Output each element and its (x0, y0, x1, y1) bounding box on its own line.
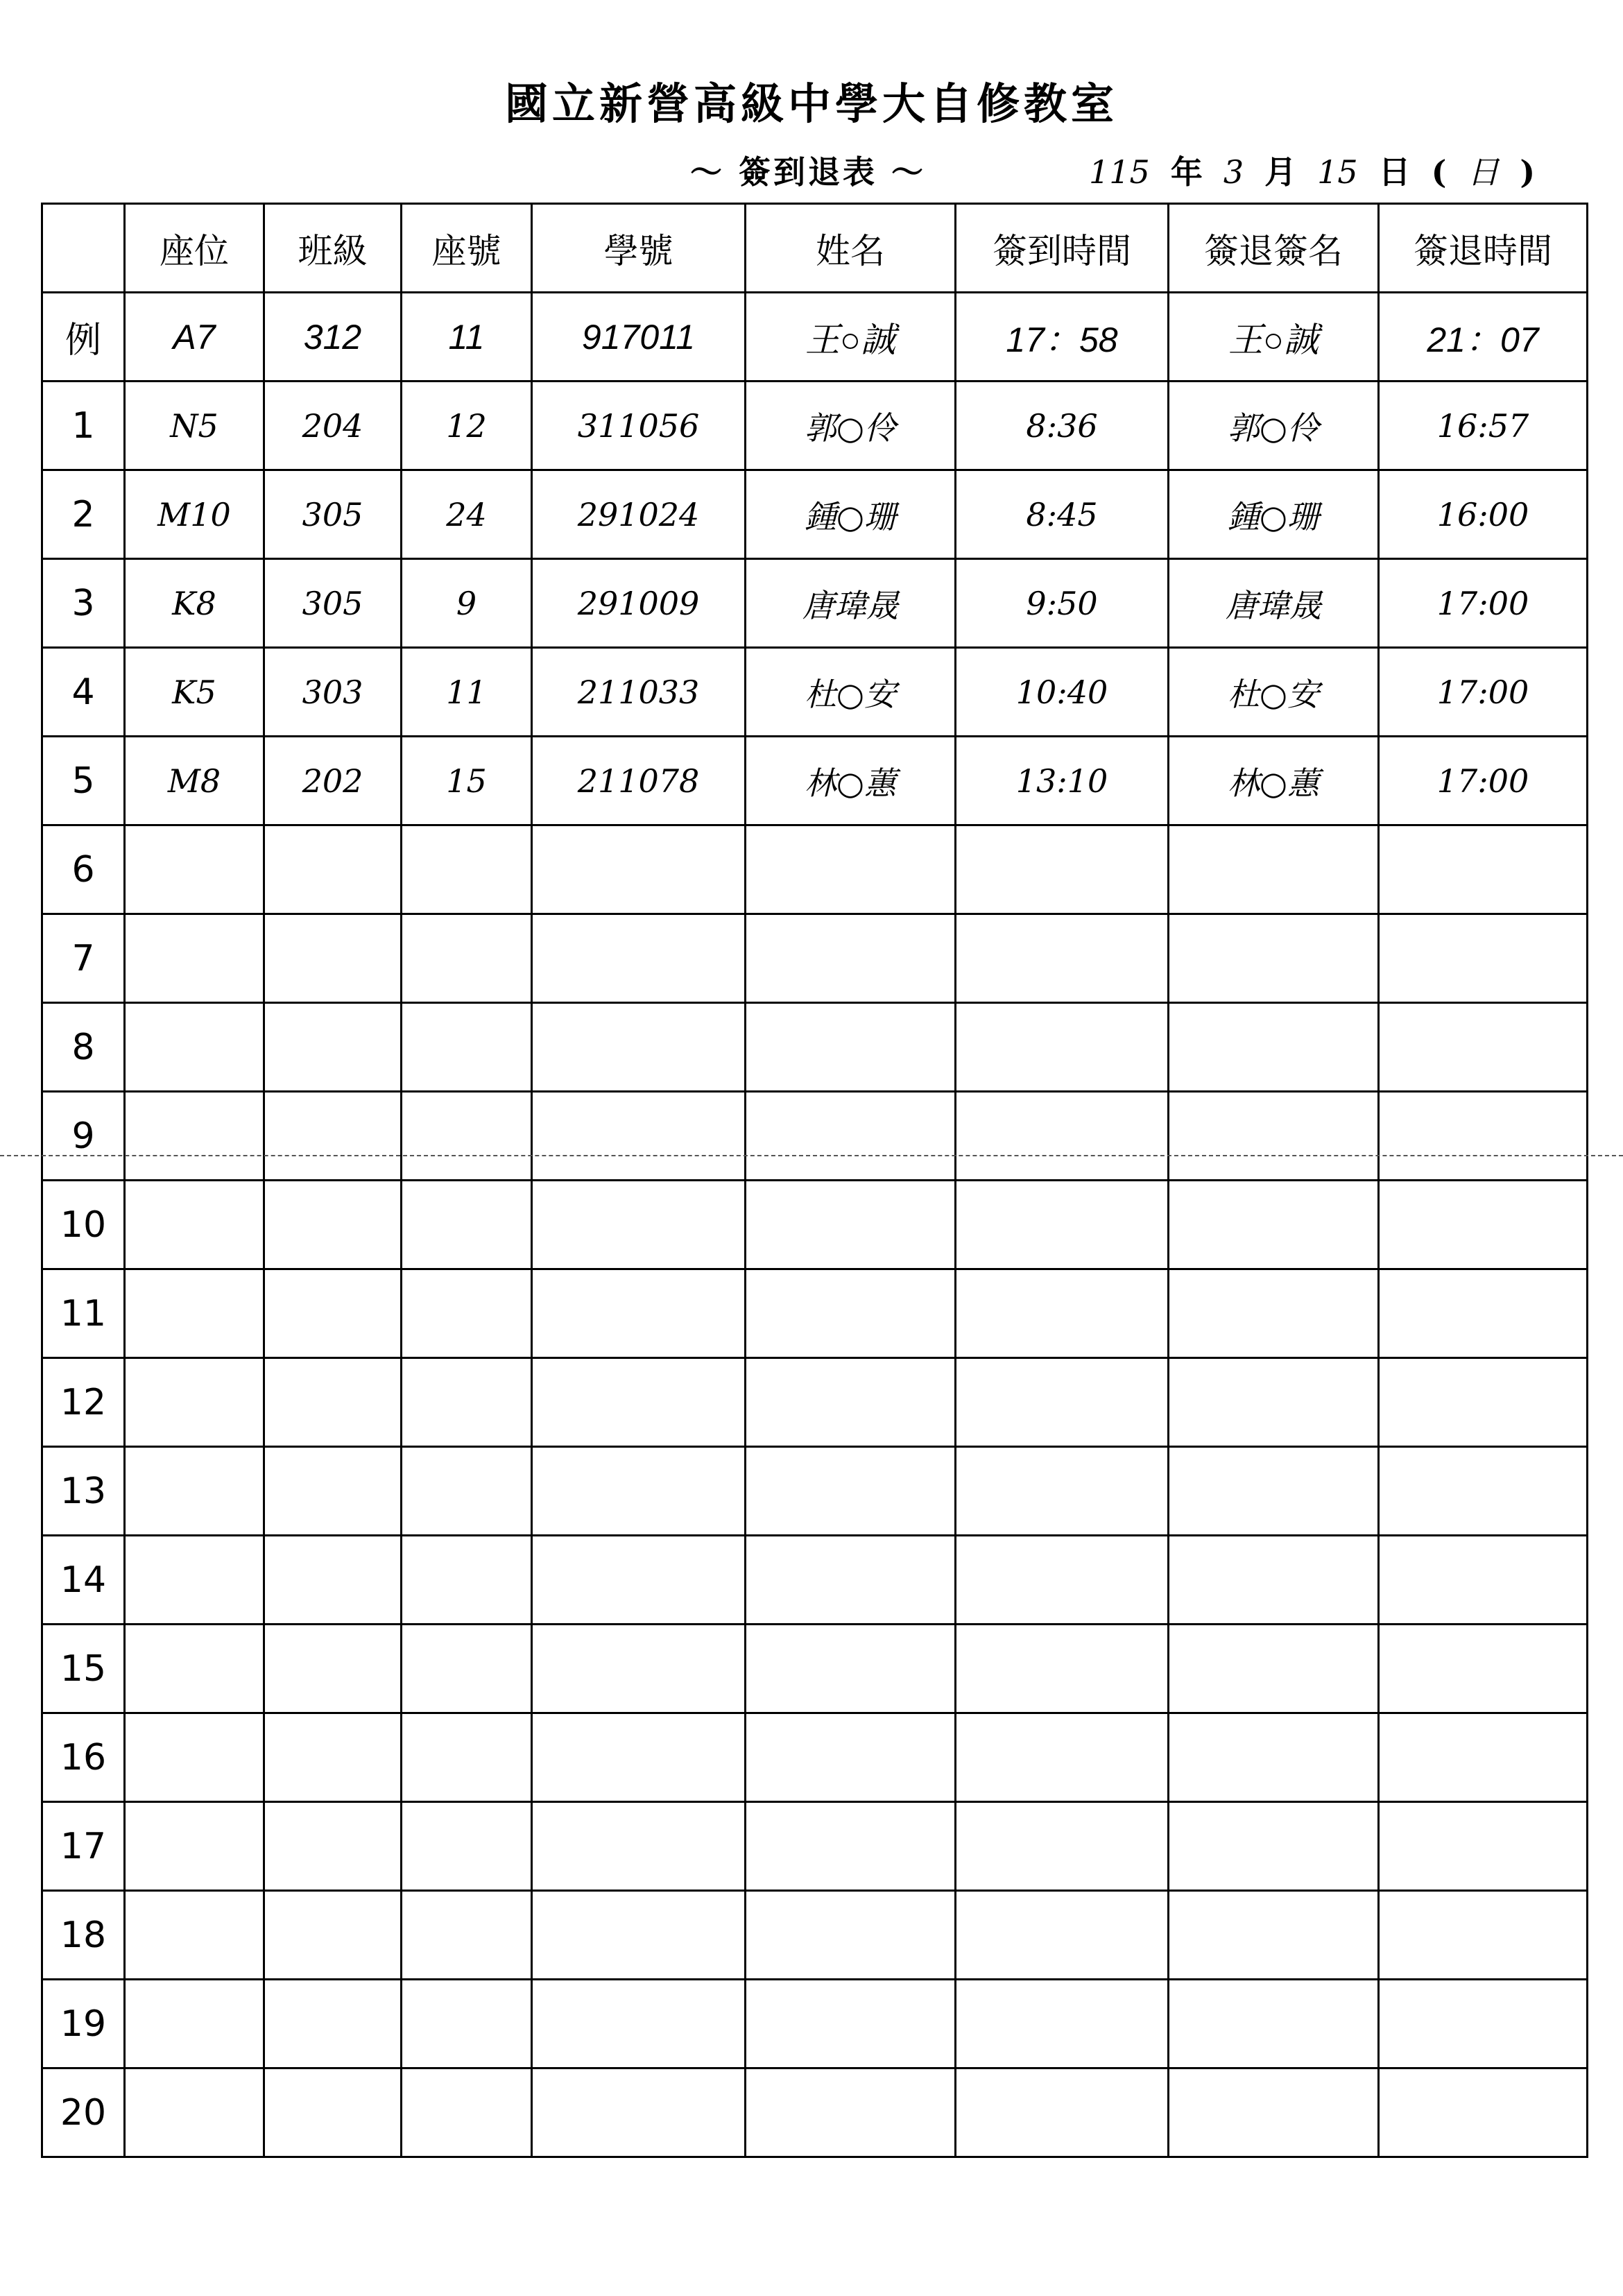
seat-cell[interactable] (125, 1269, 264, 1358)
seat-number-cell[interactable]: 12 (402, 382, 532, 470)
column-header (42, 204, 125, 293)
sign-out-signature-cell[interactable]: 鍾○珊 (1169, 470, 1379, 559)
name-cell[interactable]: 鍾○珊 (746, 470, 956, 559)
date-year: 115 (1089, 153, 1150, 191)
row-label: 16 (42, 1713, 125, 1802)
sign-out-time-cell[interactable] (1379, 1447, 1588, 1536)
name-cell[interactable] (746, 1536, 956, 1625)
student-id-cell[interactable] (532, 1802, 746, 1891)
student-id-cell[interactable] (532, 1181, 746, 1269)
name-cell[interactable] (746, 1447, 956, 1536)
name-cell[interactable] (746, 1713, 956, 1802)
name-cell[interactable] (746, 1358, 956, 1447)
seat-cell[interactable]: N5 (125, 382, 264, 470)
student-id-cell[interactable]: 917011 (532, 293, 746, 382)
name-cell[interactable]: 杜○安 (746, 648, 956, 737)
table-row (42, 1536, 1588, 1625)
sign-out-signature-cell[interactable] (1169, 1802, 1379, 1891)
row-label: 20 (42, 2068, 125, 2157)
sign-out-signature-cell[interactable]: 杜○安 (1169, 648, 1379, 737)
student-id-cell[interactable]: 211078 (532, 737, 746, 825)
seat-number-cell[interactable] (402, 1358, 532, 1447)
sign-out-signature-cell[interactable] (1169, 1625, 1379, 1713)
date-weekday: 日 (1467, 153, 1500, 191)
class-cell[interactable] (264, 1358, 402, 1447)
seat-number-cell[interactable] (402, 1447, 532, 1536)
name-cell[interactable] (746, 1003, 956, 1092)
class-cell[interactable] (264, 1181, 402, 1269)
class-cell[interactable] (264, 1092, 402, 1181)
column-header: 學號 (532, 204, 746, 293)
sign-out-signature-cell[interactable] (1169, 1181, 1379, 1269)
student-id-cell[interactable] (532, 1625, 746, 1713)
table-row (42, 825, 1588, 914)
seat-number-cell[interactable] (402, 1269, 532, 1358)
sign-in-time-cell[interactable]: 17：58 (956, 293, 1169, 382)
sign-out-signature-cell[interactable] (1169, 1003, 1379, 1092)
table-row (42, 1625, 1588, 1713)
class-cell[interactable]: 312 (264, 293, 402, 382)
column-header: 簽退時間 (1379, 204, 1588, 293)
seat-cell[interactable]: K8 (125, 559, 264, 648)
sign-out-signature-cell[interactable] (1169, 1891, 1379, 1980)
table-row (42, 1092, 1588, 1181)
month-label: 月 (1264, 153, 1297, 191)
sign-in-time-cell[interactable]: 10:40 (956, 648, 1169, 737)
class-cell[interactable] (264, 914, 402, 1003)
student-id-cell[interactable] (532, 1891, 746, 1980)
class-cell[interactable] (264, 1980, 402, 2068)
seat-number-cell[interactable] (402, 1625, 532, 1713)
sign-out-time-cell[interactable] (1379, 1092, 1588, 1181)
year-label: 年 (1170, 153, 1203, 191)
student-id-cell[interactable] (532, 1713, 746, 1802)
sign-in-time-cell[interactable]: 8:45 (956, 470, 1169, 559)
sign-in-time-cell[interactable] (956, 1003, 1169, 1092)
student-id-cell[interactable] (532, 1358, 746, 1447)
table-row (42, 1181, 1588, 1269)
row-label: 18 (42, 1891, 125, 1980)
seat-number-cell[interactable]: 11 (402, 293, 532, 382)
seat-cell[interactable] (125, 1625, 264, 1713)
name-cell[interactable] (746, 1980, 956, 2068)
sign-in-time-cell[interactable]: 13:10 (956, 737, 1169, 825)
seat-number-cell[interactable] (402, 914, 532, 1003)
sign-out-time-cell[interactable] (1379, 1269, 1588, 1358)
name-cell[interactable] (746, 1891, 956, 1980)
table-row (42, 2068, 1588, 2157)
sign-in-time-cell[interactable] (956, 1358, 1169, 1447)
column-header: 簽退簽名 (1169, 204, 1379, 293)
row-label: 19 (42, 1980, 125, 2068)
sign-in-time-cell[interactable] (956, 1802, 1169, 1891)
class-cell[interactable] (264, 1625, 402, 1713)
sign-out-signature-cell[interactable]: 郭○伶 (1169, 382, 1379, 470)
form-date (1089, 147, 1535, 193)
student-id-cell[interactable]: 291009 (532, 559, 746, 648)
seat-number-cell[interactable] (402, 1802, 532, 1891)
seat-number-cell[interactable] (402, 1181, 532, 1269)
class-cell[interactable]: 303 (264, 648, 402, 737)
sign-in-time-cell[interactable] (956, 1092, 1169, 1181)
sign-out-signature-cell[interactable]: 唐瑋晟 (1169, 559, 1379, 648)
sign-out-time-cell[interactable] (1379, 1358, 1588, 1447)
seat-cell[interactable] (125, 1181, 264, 1269)
row-label: 14 (42, 1536, 125, 1625)
row-label: 10 (42, 1181, 125, 1269)
student-id-cell[interactable] (532, 914, 746, 1003)
seat-cell[interactable] (125, 825, 264, 914)
row-label: 13 (42, 1447, 125, 1536)
sign-out-time-cell[interactable] (1379, 1625, 1588, 1713)
row-label: 3 (42, 559, 125, 648)
table-row (42, 914, 1588, 1003)
sign-in-time-cell[interactable] (956, 1536, 1169, 1625)
row-label: 17 (42, 1802, 125, 1891)
row-label: 6 (42, 825, 125, 914)
name-cell[interactable] (746, 1092, 956, 1181)
seat-number-cell[interactable] (402, 1980, 532, 2068)
example-row (42, 293, 1588, 382)
student-id-cell[interactable] (532, 1980, 746, 2068)
class-cell[interactable] (264, 1802, 402, 1891)
column-header: 座號 (402, 204, 532, 293)
sign-in-time-cell[interactable] (956, 914, 1169, 1003)
student-id-cell[interactable]: 291024 (532, 470, 746, 559)
name-cell[interactable]: 郭○伶 (746, 382, 956, 470)
class-cell[interactable]: 202 (264, 737, 402, 825)
seat-number-cell[interactable] (402, 2068, 532, 2157)
row-label: 7 (42, 914, 125, 1003)
seat-cell[interactable] (125, 1447, 264, 1536)
class-cell[interactable] (264, 1713, 402, 1802)
sign-out-time-cell[interactable]: 16:00 (1379, 470, 1588, 559)
sign-in-time-cell[interactable]: 8:36 (956, 382, 1169, 470)
sign-out-time-cell[interactable]: 16:57 (1379, 382, 1588, 470)
student-id-cell[interactable] (532, 1269, 746, 1358)
name-cell[interactable]: 唐瑋晟 (746, 559, 956, 648)
class-cell[interactable] (264, 1536, 402, 1625)
table-row (42, 382, 1588, 470)
seat-cell[interactable]: M8 (125, 737, 264, 825)
seat-cell[interactable] (125, 1358, 264, 1447)
seat-number-cell[interactable]: 24 (402, 470, 532, 559)
row-label: 15 (42, 1625, 125, 1713)
name-cell[interactable] (746, 1181, 956, 1269)
seat-cell[interactable] (125, 1980, 264, 2068)
seat-number-cell[interactable]: 11 (402, 648, 532, 737)
class-cell[interactable] (264, 825, 402, 914)
sign-out-signature-cell[interactable] (1169, 1092, 1379, 1181)
table-row (42, 1447, 1588, 1536)
sign-out-signature-cell[interactable] (1169, 825, 1379, 914)
seat-number-cell[interactable] (402, 1713, 532, 1802)
sign-out-signature-cell[interactable] (1169, 1447, 1379, 1536)
sign-out-time-cell[interactable]: 21：07 (1379, 293, 1588, 382)
seat-number-cell[interactable] (402, 825, 532, 914)
class-cell[interactable] (264, 1003, 402, 1092)
student-id-cell[interactable] (532, 1447, 746, 1536)
column-header: 姓名 (746, 204, 956, 293)
sign-out-time-cell[interactable]: 17:00 (1379, 648, 1588, 737)
table-row (42, 1003, 1588, 1092)
column-header: 座位 (125, 204, 264, 293)
table-row (42, 1891, 1588, 1980)
sign-out-time-cell[interactable]: 17:00 (1379, 559, 1588, 648)
table-row (42, 737, 1588, 825)
sign-out-signature-cell[interactable] (1169, 914, 1379, 1003)
seat-cell[interactable] (125, 2068, 264, 2157)
student-id-cell[interactable] (532, 2068, 746, 2157)
seat-cell[interactable]: A7 (125, 293, 264, 382)
name-cell[interactable]: 王○誠 (746, 293, 956, 382)
row-label: 12 (42, 1358, 125, 1447)
sign-out-time-cell[interactable] (1379, 825, 1588, 914)
sign-out-signature-cell[interactable] (1169, 1713, 1379, 1802)
seat-cell[interactable] (125, 1713, 264, 1802)
sign-in-time-cell[interactable] (956, 1269, 1169, 1358)
row-label: 5 (42, 737, 125, 825)
sign-out-time-cell[interactable] (1379, 1891, 1588, 1980)
seat-cell[interactable] (125, 914, 264, 1003)
row-label: 2 (42, 470, 125, 559)
student-id-cell[interactable]: 211033 (532, 648, 746, 737)
name-cell[interactable]: 林○蕙 (746, 737, 956, 825)
sign-out-signature-cell[interactable] (1169, 1980, 1379, 2068)
class-cell[interactable]: 305 (264, 559, 402, 648)
header-row (42, 204, 1588, 293)
row-label: 例 (42, 293, 125, 382)
sign-out-time-cell[interactable] (1379, 1980, 1588, 2068)
sign-in-time-cell[interactable] (956, 1713, 1169, 1802)
sign-out-signature-cell[interactable] (1169, 2068, 1379, 2157)
name-cell[interactable] (746, 1802, 956, 1891)
sign-out-time-cell[interactable] (1379, 1802, 1588, 1891)
date-month: 3 (1223, 153, 1244, 191)
sign-in-time-cell[interactable] (956, 1980, 1169, 2068)
row-label: 4 (42, 648, 125, 737)
column-header: 簽到時間 (956, 204, 1169, 293)
sign-out-time-cell[interactable] (1379, 1181, 1588, 1269)
row-label: 11 (42, 1269, 125, 1358)
class-cell[interactable] (264, 1269, 402, 1358)
name-cell[interactable] (746, 825, 956, 914)
seat-cell[interactable] (125, 1802, 264, 1891)
sign-in-time-cell[interactable] (956, 825, 1169, 914)
seat-number-cell[interactable]: 9 (402, 559, 532, 648)
day-label: 日 (1378, 153, 1411, 191)
class-cell[interactable]: 204 (264, 382, 402, 470)
seat-cell[interactable] (125, 1092, 264, 1181)
seat-cell[interactable]: M10 (125, 470, 264, 559)
class-cell[interactable] (264, 1891, 402, 1980)
form-subtitle: ～ 簽到退表 ～ (690, 153, 927, 191)
table-row (42, 1802, 1588, 1891)
sign-in-time-cell[interactable] (956, 2068, 1169, 2157)
sign-out-time-cell[interactable]: 17:00 (1379, 737, 1588, 825)
name-cell[interactable] (746, 1269, 956, 1358)
sign-out-signature-cell[interactable] (1169, 1536, 1379, 1625)
weekday-close: ) (1520, 153, 1536, 191)
sign-in-time-cell[interactable] (956, 1181, 1169, 1269)
name-cell[interactable] (746, 2068, 956, 2157)
sign-out-time-cell[interactable] (1379, 1536, 1588, 1625)
table-row (42, 470, 1588, 559)
student-id-cell[interactable] (532, 825, 746, 914)
row-label: 9 (42, 1092, 125, 1181)
seat-number-cell[interactable] (402, 1092, 532, 1181)
seat-cell[interactable] (125, 1891, 264, 1980)
table-row (42, 1358, 1588, 1447)
table-row (42, 1980, 1588, 2068)
class-cell[interactable]: 305 (264, 470, 402, 559)
seat-cell[interactable] (125, 1536, 264, 1625)
seat-number-cell[interactable] (402, 1536, 532, 1625)
table-row (42, 1713, 1588, 1802)
sign-out-time-cell[interactable] (1379, 914, 1588, 1003)
class-cell[interactable] (264, 2068, 402, 2157)
seat-number-cell[interactable]: 15 (402, 737, 532, 825)
student-id-cell[interactable] (532, 1092, 746, 1181)
page-title: 國立新營高級中學大自修教室 (504, 78, 1118, 129)
table-row (42, 1269, 1588, 1358)
weekday-open: ( (1431, 153, 1447, 191)
sign-out-signature-cell[interactable]: 林○蕙 (1169, 737, 1379, 825)
sign-in-time-cell[interactable] (956, 1625, 1169, 1713)
column-header: 班級 (264, 204, 402, 293)
sign-out-time-cell[interactable] (1379, 1003, 1588, 1092)
table-row (42, 648, 1588, 737)
sign-in-time-cell[interactable]: 9:50 (956, 559, 1169, 648)
sign-out-signature-cell[interactable]: 王○誠 (1169, 293, 1379, 382)
fold-line (0, 1155, 1623, 1156)
row-label: 1 (42, 382, 125, 470)
student-id-cell[interactable]: 311056 (532, 382, 746, 470)
class-cell[interactable] (264, 1447, 402, 1536)
row-label: 8 (42, 1003, 125, 1092)
table-row (42, 559, 1588, 648)
sign-out-signature-cell[interactable] (1169, 1269, 1379, 1358)
seat-cell[interactable] (125, 1003, 264, 1092)
name-cell[interactable] (746, 1625, 956, 1713)
seat-cell[interactable]: K5 (125, 648, 264, 737)
sign-in-time-cell[interactable] (956, 1447, 1169, 1536)
student-id-cell[interactable] (532, 1003, 746, 1092)
sign-out-time-cell[interactable] (1379, 2068, 1588, 2157)
seat-number-cell[interactable] (402, 1891, 532, 1980)
sign-out-signature-cell[interactable] (1169, 1358, 1379, 1447)
student-id-cell[interactable] (532, 1536, 746, 1625)
name-cell[interactable] (746, 914, 956, 1003)
date-day: 15 (1317, 153, 1358, 191)
seat-number-cell[interactable] (402, 1003, 532, 1092)
sign-in-time-cell[interactable] (956, 1891, 1169, 1980)
sign-in-out-table (41, 203, 1588, 2158)
sign-out-time-cell[interactable] (1379, 1713, 1588, 1802)
